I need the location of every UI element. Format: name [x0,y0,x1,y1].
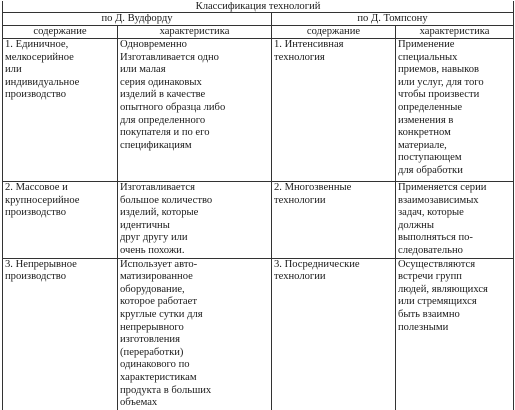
woodford-characteristic-cell: Использует авто- матизированное оборудование, которое работает круглые сутки для непрерывного изготовления (переработки) одинакового по характеристикам продукта в больших объемах [118,258,272,410]
table-row [3,182,514,259]
table-title: Классификация технологий [3,1,514,13]
subheader-row [3,26,514,39]
group-header-row [3,13,514,26]
group-header-woodford: по Д. Вудфорду [3,13,272,26]
thompson-characteristic-cell: Применяется серии взаимозависимых задач, которые должны выполняться по- следовательно [396,182,514,259]
table-row [3,258,514,410]
table-row [3,39,514,182]
thompson-content-cell: 3. Посреднические технологии [272,258,396,410]
table-title-row [3,1,514,13]
woodford-content-cell: 2. Массовое и крупносерийное производство [3,182,118,259]
thompson-characteristic-cell: Осуществляются встречи групп людей, являющихся или стремящихся быть взаимно полезными [396,258,514,410]
subheader-content-1: содержание [3,26,118,39]
thompson-content-cell: 2. Многозвенные технологии [272,182,396,259]
technology-classification-table [2,1,514,410]
thompson-characteristic-cell: Применение специальных приемов, навыков или услуг, для того чтобы произвести определенные изменения в конкретном материале, поступающем для обработки [396,39,514,182]
thompson-content-cell: 1. Интенсивная технология [272,39,396,182]
subheader-content-2: содержание [272,26,396,39]
woodford-content-cell: 3. Непрерывное производство [3,258,118,410]
woodford-characteristic-cell: Изготавливается большое количество изделий, которые идентичны друг другу или очень похожи. [118,182,272,259]
subheader-characteristic-2: характеристика [396,26,514,39]
group-header-thompson: по Д. Томпсону [272,13,514,26]
woodford-characteristic-cell: Одновременно Изготавливается одно или малая серия одинаковых изделий в качестве опытного образца либо для определенного покупателя и по его спецификациям [118,39,272,182]
woodford-content-cell: 1. Единичное, мелкосерийное или индивидуальное производство [3,39,118,182]
subheader-characteristic-1: характеристика [118,26,272,39]
